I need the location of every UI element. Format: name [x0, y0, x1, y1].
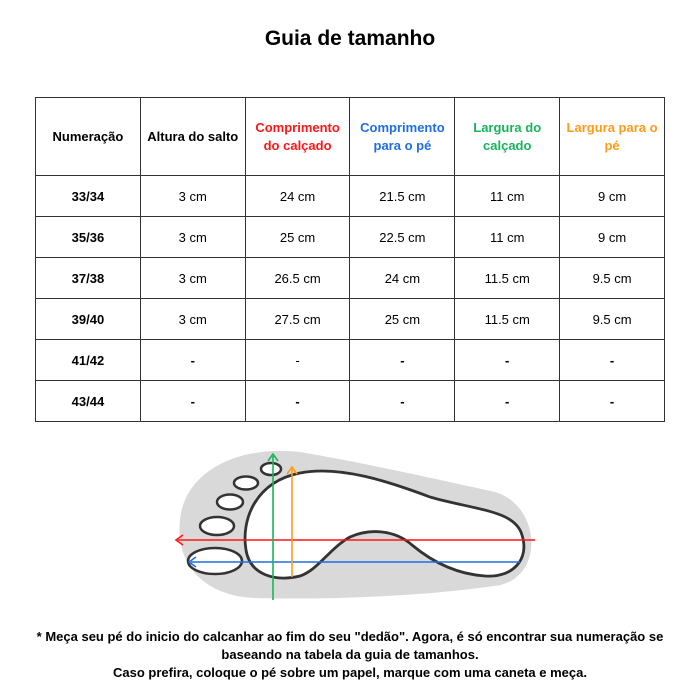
- cell-comprimento-pe: 25 cm: [350, 299, 455, 340]
- cell-altura-salto: 3 cm: [140, 217, 245, 258]
- header-comprimento-calcado: Comprimento do calçado: [245, 98, 350, 176]
- toe-shape: [217, 495, 243, 510]
- header-largura-calcado: Largura do calçado: [455, 98, 560, 176]
- toe-shape: [261, 463, 281, 475]
- cell-largura-calcado: 11.5 cm: [455, 299, 560, 340]
- table-row: [36, 299, 665, 340]
- cell-numeracao: 35/36: [36, 217, 141, 258]
- cell-numeracao: 37/38: [36, 258, 141, 299]
- cell-comprimento-pe: 21.5 cm: [350, 176, 455, 217]
- cell-largura-pe: 9.5 cm: [560, 258, 665, 299]
- cell-numeracao: 39/40: [36, 299, 141, 340]
- instruction-line: baseando na tabela da guia de tamanhos.: [221, 647, 479, 662]
- cell-altura-salto: 3 cm: [140, 258, 245, 299]
- page-title: Guia de tamanho: [264, 27, 436, 50]
- cell-comprimento-pe: 24 cm: [350, 258, 455, 299]
- cell-numeracao: 41/42: [36, 340, 141, 381]
- cell-altura-salto: 3 cm: [140, 176, 245, 217]
- header-comprimento-pe: Comprimento para o pé: [350, 98, 455, 176]
- cell-comprimento-calcado: -: [245, 381, 350, 422]
- table-row: [36, 258, 665, 299]
- toe-shape: [188, 548, 242, 574]
- toe-shape: [200, 517, 234, 535]
- cell-comprimento-calcado: 26.5 cm: [245, 258, 350, 299]
- cell-comprimento-pe: 22.5 cm: [350, 217, 455, 258]
- table-header-row: [36, 98, 665, 176]
- cell-largura-pe: 9 cm: [560, 176, 665, 217]
- cell-largura-calcado: 11.5 cm: [455, 258, 560, 299]
- cell-largura-calcado: -: [455, 340, 560, 381]
- cell-largura-pe: 9 cm: [560, 217, 665, 258]
- cell-largura-pe: -: [560, 381, 665, 422]
- table-row: [36, 381, 665, 422]
- toe-shape: [234, 477, 258, 490]
- cell-largura-calcado: 11 cm: [455, 176, 560, 217]
- cell-altura-salto: 3 cm: [140, 299, 245, 340]
- cell-largura-calcado: -: [455, 381, 560, 422]
- instruction-line: * Meça seu pé do inicio do calcanhar ao fim do seu "dedão". Agora, é só encontrar sua numeração se: [36, 629, 664, 644]
- cell-comprimento-pe: -: [350, 381, 455, 422]
- header-largura-pe: Largura para o pé: [560, 98, 665, 176]
- table-row: [36, 340, 665, 381]
- cell-comprimento-calcado: 27.5 cm: [245, 299, 350, 340]
- measurement-instructions: [20, 628, 680, 682]
- cell-comprimento-calcado: 24 cm: [245, 176, 350, 217]
- cell-numeracao: 33/34: [36, 176, 141, 217]
- cell-comprimento-calcado: 25 cm: [245, 217, 350, 258]
- cell-numeracao: 43/44: [36, 381, 141, 422]
- cell-comprimento-calcado: -: [245, 340, 350, 381]
- table-row: [36, 217, 665, 258]
- header-altura-salto: Altura do salto: [140, 98, 245, 176]
- cell-altura-salto: -: [140, 381, 245, 422]
- table-row: [36, 176, 665, 217]
- cell-largura-calcado: 11 cm: [455, 217, 560, 258]
- cell-comprimento-pe: -: [350, 340, 455, 381]
- foot-measurement-icon: [170, 445, 540, 605]
- size-table: [35, 97, 665, 422]
- instruction-line: Caso prefira, coloque o pé sobre um papel, marque com uma caneta e meça.: [113, 665, 587, 680]
- cell-largura-pe: -: [560, 340, 665, 381]
- header-numeracao: Numeração: [36, 98, 141, 176]
- cell-altura-salto: -: [140, 340, 245, 381]
- cell-largura-pe: 9.5 cm: [560, 299, 665, 340]
